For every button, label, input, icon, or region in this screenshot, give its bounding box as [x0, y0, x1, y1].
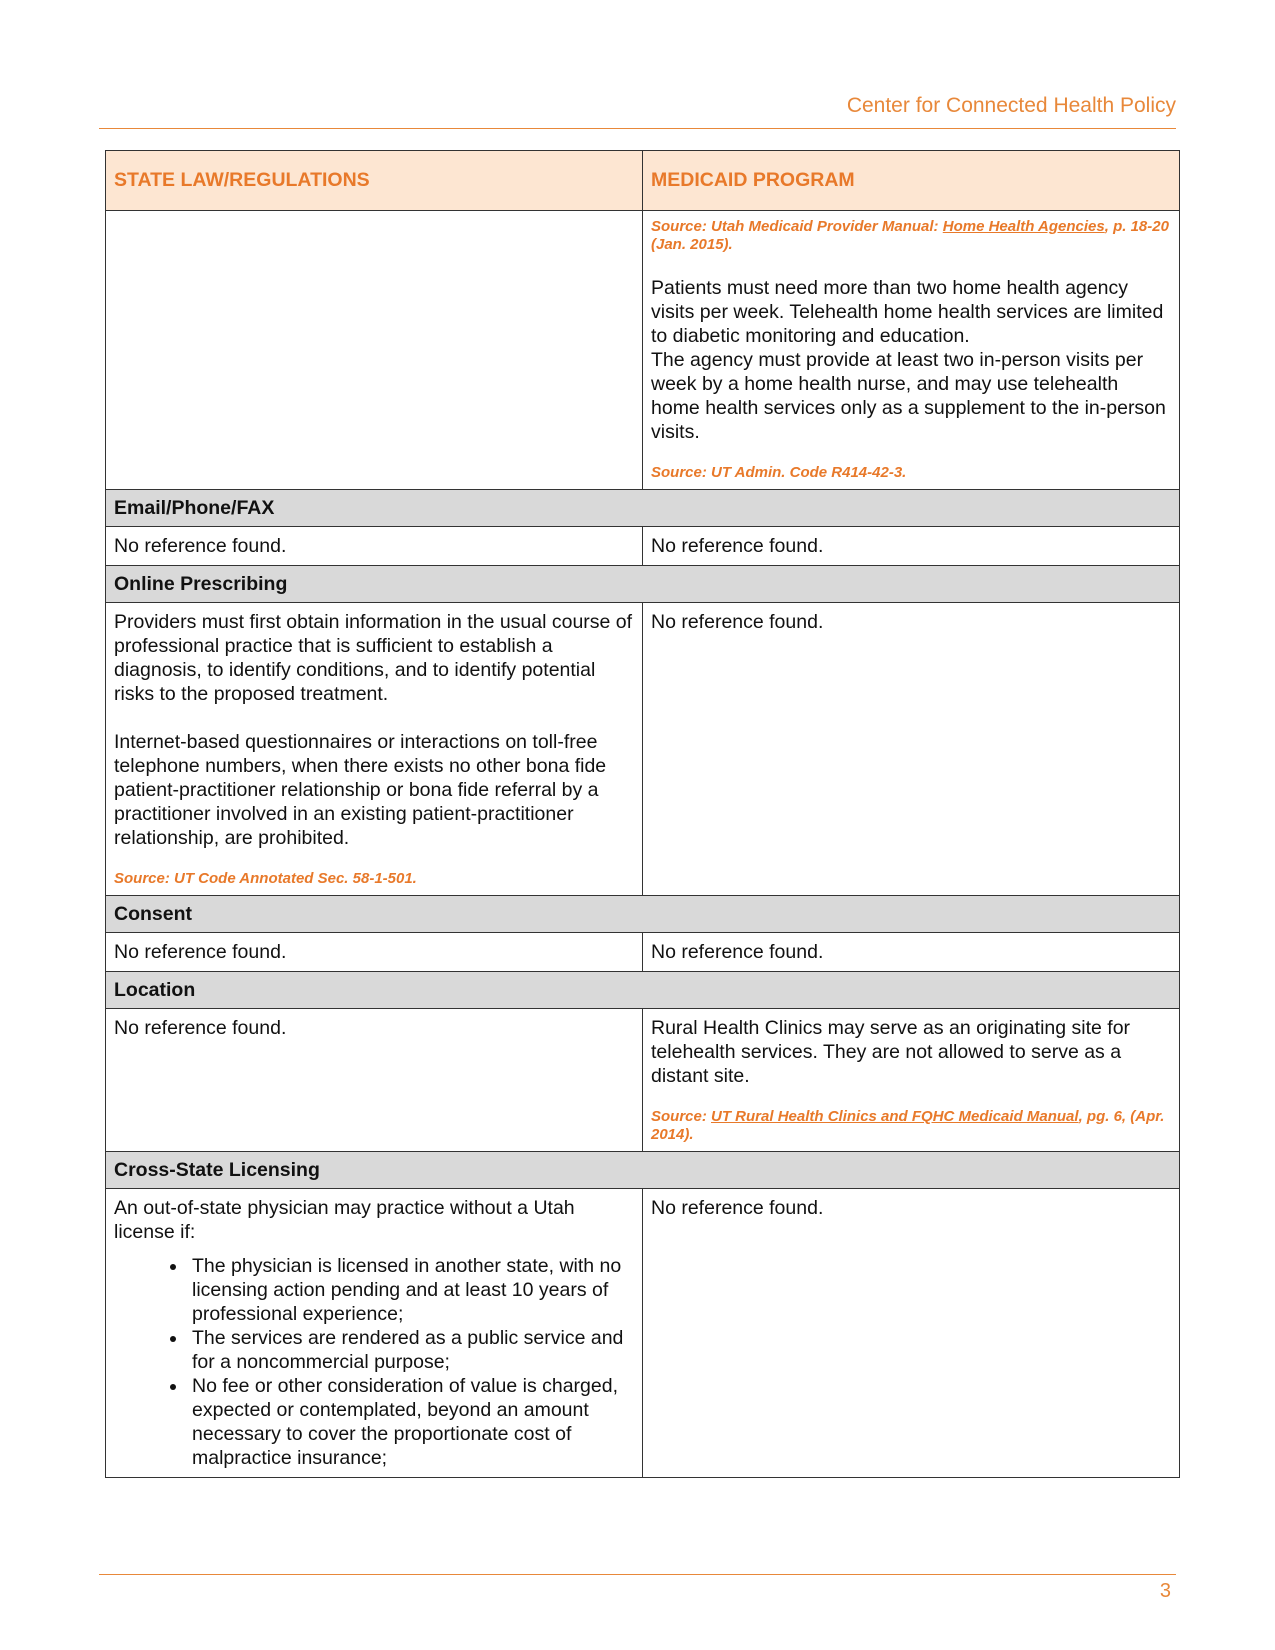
medicaid-cell: No reference found. — [643, 603, 1180, 896]
law-paragraph: An out-of-state physician may practice without a Utah license if: — [114, 1197, 575, 1243]
section-header-row — [106, 1152, 1180, 1189]
source-prefix: Source: — [651, 1108, 712, 1125]
table-row — [106, 1009, 1180, 1152]
table-row — [106, 1189, 1180, 1478]
source-citation: Source: UT Admin. Code R414-42-3. — [651, 464, 907, 481]
policy-table — [105, 150, 1180, 1478]
medicaid-paragraph: The agency must provide at least two in-person visits per week by a home health nurse, and may use telehealth home health services only as a supplement to the in-person visits. — [651, 349, 1166, 443]
section-title-cross-state-licensing: Cross-State Licensing — [106, 1152, 1180, 1189]
section-title-location: Location — [106, 972, 1180, 1009]
state-law-cell — [106, 211, 643, 490]
home-health-agencies-link[interactable]: Home Health Agencies — [942, 218, 1105, 235]
state-law-cell — [106, 603, 643, 896]
table-row — [106, 933, 1180, 972]
list-item: • The physician is licensed in another state, with no licensing action pending and at least 10 years of professional experience; — [188, 1254, 634, 1326]
source-prefix: Source: Utah Medicaid Provider Manual: — [651, 218, 943, 235]
column-header-state-law: STATE LAW/REGULATIONS — [106, 151, 643, 211]
state-law-cell: No reference found. — [106, 933, 643, 972]
source-suffix: , pg. 6, (Apr. 2014). — [651, 1108, 1165, 1143]
section-title-online-prescribing: Online Prescribing — [106, 566, 1180, 603]
page-number: 3 — [1159, 1580, 1171, 1602]
section-header-row — [106, 896, 1180, 933]
law-paragraph: Providers must first obtain information in the usual course of professional practice that is sufficient to establish a diagnosis, to identify conditions, and to identify potential risks to the proposed treatment. — [114, 611, 633, 705]
column-header-medicaid: MEDICAID PROGRAM — [643, 151, 1180, 211]
medicaid-paragraph: Rural Health Clinics may serve as an originating site for telehealth services. They are not allowed to serve as a distant site. — [651, 1017, 1131, 1087]
list-item: • The services are rendered as a public service and for a noncommercial purpose; — [188, 1326, 634, 1374]
medicaid-cell — [643, 211, 1180, 490]
source-suffix: , p. 18-20 (Jan. 2015). — [651, 218, 1169, 253]
table-row — [106, 527, 1180, 566]
table-row — [106, 603, 1180, 896]
organization-name: Center for Connected Health Policy — [846, 94, 1176, 117]
medicaid-cell — [643, 1009, 1180, 1152]
law-paragraph: Internet-based questionnaires or interactions on toll-free telephone numbers, when there exists no other bona fide patient-practitioner relationship or bona fide referral by a practitioner involved in an existing patient-practitioner relationship, are prohibited. — [114, 731, 607, 849]
state-law-cell: No reference found. — [106, 1009, 643, 1152]
header-divider — [99, 128, 1176, 129]
section-header-row — [106, 490, 1180, 527]
requirements-list — [114, 1254, 634, 1470]
state-law-cell — [106, 1189, 643, 1478]
source-citation — [651, 1108, 1171, 1144]
section-title-email: Email/Phone/FAX — [106, 490, 1180, 527]
section-header-row — [106, 972, 1180, 1009]
source-citation — [651, 218, 1171, 254]
medicaid-cell: No reference found. — [643, 527, 1180, 566]
table-row — [106, 211, 1180, 490]
source-citation: Source: UT Code Annotated Sec. 58-1-501. — [114, 870, 417, 887]
table-header-row — [106, 151, 1180, 211]
medicaid-cell: No reference found. — [643, 933, 1180, 972]
section-title-consent: Consent — [106, 896, 1180, 933]
footer-divider — [99, 1574, 1176, 1575]
list-item: • No fee or other consideration of value is charged, expected or contemplated, beyond an amount necessary to cover the proportionate cost of malpractice insurance; — [188, 1374, 634, 1470]
rural-health-manual-link[interactable]: UT Rural Health Clinics and FQHC Medicaid Manual — [711, 1108, 1079, 1125]
medicaid-paragraph: Patients must need more than two home health agency visits per week. Telehealth home health services are limited to diabetic monitoring and education. — [651, 277, 1164, 347]
state-law-cell: No reference found. — [106, 527, 643, 566]
section-header-row — [106, 566, 1180, 603]
medicaid-cell: No reference found. — [643, 1189, 1180, 1478]
